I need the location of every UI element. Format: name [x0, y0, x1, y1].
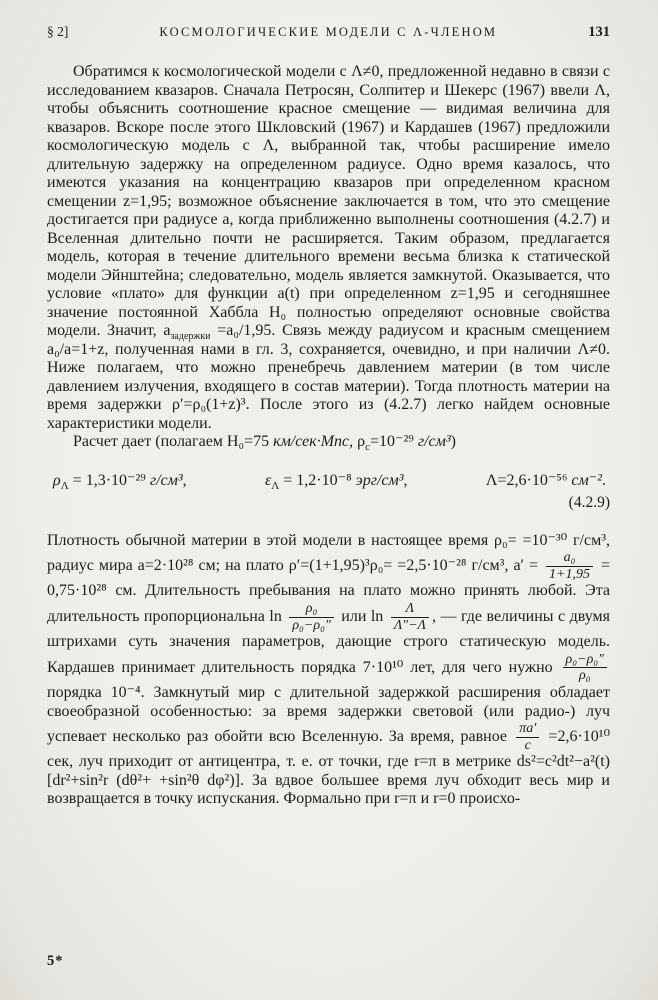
equation-4-2-9 [53, 470, 606, 490]
paragraph-calculation [47, 433, 610, 452]
equation-term-epsilon-lambda [265, 470, 408, 490]
equation-punct: , [403, 471, 408, 489]
paragraph-text-run: порядка 10⁻⁴. Замкнутый мир с длительной задержкой расширения обладает своеобразной особенностью: за время задержки световой (или радио-) луч успевает несколько раз обойти всю Вселенную. За время, равное [47, 684, 610, 745]
paragraph-text-run: = 0,75·10²⁸ см. Длительность пребывания на плато можно принять любой. Эта длительность пропорциональна ln [47, 556, 610, 625]
units-km-sec-mpc: км/сек·Мпс [273, 433, 350, 450]
paragraph-text-run: ) [450, 433, 456, 450]
paragraph-text-run: или ln [336, 607, 388, 625]
equation-symbol: ε [264, 471, 272, 489]
fraction-denominator: c [524, 737, 531, 753]
paragraph-text-run: Плотность обычной материи в этой модели в настоящее время ρ₀= =10⁻³⁰ г/см³, радиус мира a=2·10²⁸ см; на плато ρ′=(1+1,95)³ρ₀= =2,5·10⁻²⁸ г/см³, a′ = [47, 531, 610, 574]
fraction-denominator: ρ₀ [578, 668, 591, 684]
equation-units: см⁻² [571, 471, 602, 489]
equation-term-rho-lambda [53, 470, 187, 490]
fraction-denominator: ρ₀−ρ₀″ [292, 617, 331, 633]
fraction-a0-over-1-plus-195 [546, 550, 593, 582]
paragraph-text-run: , ρ [349, 433, 366, 450]
paragraph-text-run: =2,6·10¹⁰ сек, луч приходит от антицентра, т. е. от точки, где r=π в метрике ds²=c²dt²−a²(t)[dr²+sin²r (dθ²+ +sin²θ dφ²)]. За вдвое большее время луч обходит весь мир и возвращается в точку испускания. Формально при r=π и r=0 происхо- [47, 727, 610, 808]
section-number: § 2] [47, 24, 69, 39]
equation-value: = 1,3·10⁻²⁹ [68, 471, 150, 489]
equation-value: = 1,2·10⁻⁸ [279, 471, 356, 489]
fraction-numerator: ρ₀ [289, 601, 333, 618]
fraction-denominator: 1+1,95 [549, 566, 590, 582]
units-g-cm3: г/см³ [417, 433, 451, 450]
paragraph-density [47, 532, 610, 809]
signature-mark: 5* [47, 953, 64, 969]
equation-number: (4.2.9) [568, 493, 610, 511]
equation-term-lambda [486, 470, 606, 490]
equation-units: эрг/см³ [355, 471, 404, 489]
equation-punct: , [182, 471, 187, 489]
word-subscript-zaderzhki: задержки [170, 331, 211, 343]
equation-subscript: Λ [271, 479, 280, 492]
paragraph-intro [47, 63, 610, 433]
equation-punct: . [601, 471, 606, 489]
running-title: КОСМОЛОГИЧЕСКИЕ МОДЕЛИ С Λ-ЧЛЕНОМ [159, 25, 498, 39]
paragraph-text-run: , — где величины с двумя штрихами суть значения параметров, дающие строго статическую модель. Кардашев принимает длительность порядка 7·10¹⁰ лет, для чего нужно [47, 607, 611, 676]
running-head [47, 24, 610, 41]
fraction-pi-a-over-c [516, 721, 539, 753]
page-body [47, 63, 610, 809]
fraction-numerator: Λ [391, 601, 429, 618]
paragraph-text-run: Обратимся к космологической модели с Λ≠0, предложенной недавно в связи с исследованием квазаров. Сначала Петросян, Солпитер и Шекерс (1967) ввели Λ, чтобы объяснить соотношение красное смещение — видимая величина для квазаров. Вскоре после этого Шкловский (1967) и Кардашев (1967) предложили космологическую модель с Λ, выбранной так, чтобы расширение имело длительную задержку на определенном радиусе. Одно время казалось, что имеются указания на концентрацию квазаров при определенном красном смещении z=1,95; возможное объяснение заключается в том, что это смещение достигается при радиусе a, когда приближенно выполнены соотношения (4.2.7) и Вселенная длительно почти не расширяется. Таким образом, предлагается модель, которая в течение длительного времени весьма близка к статической модели Эйнштейна; следовательно, модель является замкнутой. Оказывается, что условие «плато» для функции a(t) при определенном z=1,95 и сегодняшнее значение постоянной Хаббла H₀ полностью определяют основные свойства модели. Значит, a [47, 63, 610, 339]
fraction-numerator: a₀ [546, 550, 593, 567]
equation-subscript: Λ [60, 479, 69, 492]
subscript-critical: c [365, 441, 370, 454]
fraction-lambda-over-lambda-diff [391, 601, 429, 633]
equation-units: г/см³ [149, 471, 183, 489]
fraction-denominator: Λ″−Λ [393, 617, 427, 633]
fraction-rho-diff-over-rho0 [563, 652, 607, 684]
page-number: 131 [588, 24, 610, 40]
fraction-rho0-over-rho-diff [289, 601, 333, 633]
equation-value: Λ=2,6·10⁻⁵⁶ [485, 471, 572, 489]
paragraph-text-run: Расчет дает (полагаем H₀=75 [73, 433, 274, 450]
fraction-numerator: πa′ [516, 721, 539, 738]
equation-symbol: ρ [53, 471, 61, 489]
fraction-numerator: ρ₀−ρ₀″ [563, 652, 607, 669]
paragraph-text-run: =a₀/1,95. Связь между радиусом и красным смещением a₀/a=1+z, полученная нами в гл. 3, сохраняется, очевидно, и при наличии Λ≠0. Ниже полагаем, что можно пренебречь давлением материи (в том числе давлением излучения, входящего в состав материи). Тогда плотность материи на время задержки ρ′=ρ₀(1+z)³. После этого из (4.2.7) легко найдем основные характеристики модели. [47, 322, 610, 432]
paragraph-text-run: =10⁻²⁹ [370, 433, 418, 450]
